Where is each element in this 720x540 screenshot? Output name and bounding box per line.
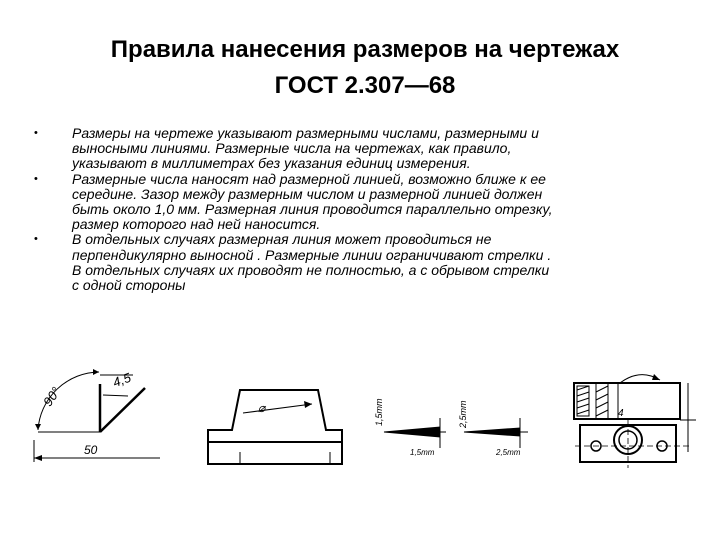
bullet-line: В отдельных случаях их проводят не полностью, а с обрывом стрелки [72, 261, 550, 278]
bullet-line: середине. Зазор между размерным числом и размерной линией должен [72, 185, 543, 202]
slide-title [40, 32, 690, 104]
bullet-item [0, 126, 720, 172]
bullet-line: Размеры на чертеже указывают размерными числами, размерными и [72, 125, 539, 141]
bullet-line: перпендикулярно выносной . Размерные линии ограничивают стрелки . [72, 246, 552, 263]
bullet-line: В отдельных случаях размерная линия может проводиться не [72, 231, 492, 248]
bullet-line: Размерные числа наносят над размерной линией, возможно ближе к ее [72, 170, 546, 187]
technical-drawings [0, 360, 720, 540]
bullet-item [0, 232, 720, 293]
bullet-line: указывают в миллиметрах без указания единиц измерения. [72, 155, 471, 172]
angle-dimension-figure [34, 369, 160, 462]
bullet-marker: • [34, 127, 38, 139]
diameter-label: ⌀ [258, 401, 266, 415]
arrow2-size-label: 2,5mm [458, 400, 468, 428]
bullet-list [0, 126, 720, 293]
bullet-line: выносными линиями. Размерные числа на чертежах, как правило, [72, 140, 512, 157]
part-diameter-figure [208, 390, 342, 464]
arrow1-length-label: 1,5mm [410, 448, 435, 457]
arrow2-length-label: 2,5mm [496, 448, 521, 457]
chamfer-label: 4,5 [110, 369, 133, 391]
bullet-text [72, 126, 682, 172]
length-label: 50 [84, 443, 98, 457]
bullet-line: размер которого над ней наносится. [72, 216, 321, 233]
bullet-text [72, 232, 682, 293]
bullet-line: с одной стороны [72, 277, 186, 294]
bullet-text [72, 172, 682, 233]
holder-dim-label: 4 [618, 408, 624, 419]
title-line-1: Правила нанесения размеров на чертежах [110, 36, 620, 63]
bullet-item [0, 172, 720, 233]
angle-label: 90° [40, 384, 64, 409]
bullet-marker: • [34, 172, 38, 185]
arrow1-size-label: 1,5mm [374, 398, 384, 426]
title-line-2: ГОСТ 2.307—68 [274, 72, 456, 99]
bullet-marker: • [34, 233, 38, 246]
arrow-proportions-figure [374, 398, 528, 457]
bullet-line: быть около 1,0 мм. Размерная линия проводится параллельно отрезку, [72, 201, 553, 218]
holder-part-figure [574, 374, 696, 468]
